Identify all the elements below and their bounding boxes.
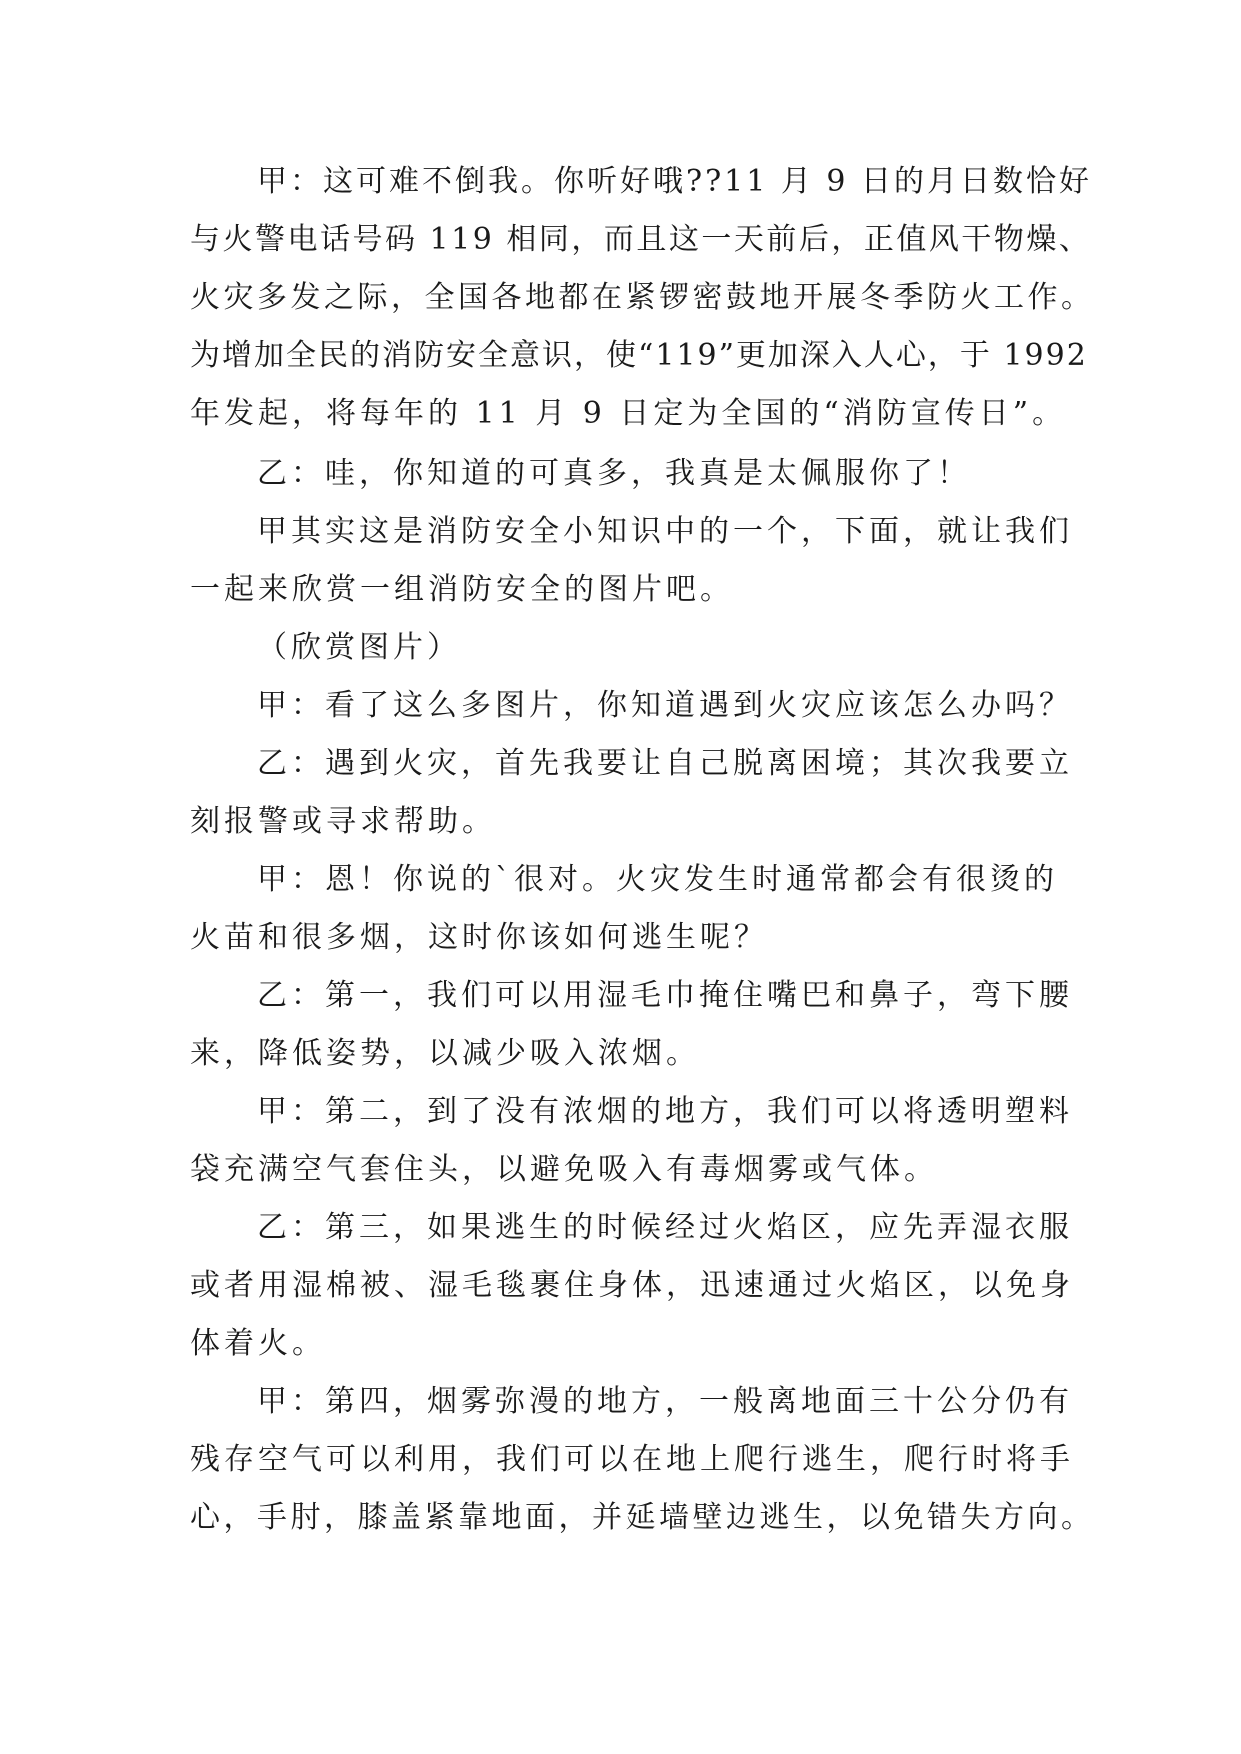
text-line: 或者用湿棉被、湿毛毯裹住身体，迅速通过火焰区，以免身 bbox=[190, 1268, 1074, 1303]
text-line: 乙：哇，你知道的可真多，我真是太佩服你了！ bbox=[257, 456, 971, 491]
text-line: 来，降低姿势，以减少吸入浓烟。 bbox=[190, 1036, 700, 1071]
text-line: 为增加全民的消防安全意识，使“119”更加深入人心，于 1992 bbox=[190, 338, 1088, 373]
text-line: 残存空气可以利用，我们可以在地上爬行逃生，爬行时将手 bbox=[190, 1442, 1074, 1477]
text-line: 与火警电话号码 119 相同，而且这一天前后，正值风干物燥、 bbox=[190, 222, 1092, 257]
text-line: 甲：恩！你说的`很对。火灾发生时通常都会有很烫的 bbox=[257, 862, 1058, 897]
text-line: 乙：第一，我们可以用湿毛巾掩住嘴巴和鼻子，弯下腰 bbox=[257, 978, 1073, 1013]
text-line: 甲：这可难不倒我。你听好哦??11 月 9 日的月日数恰好 bbox=[257, 164, 1093, 199]
text-line: 一起来欣赏一组消防安全的图片吧。 bbox=[190, 572, 734, 607]
text-line: 甲其实这是消防安全小知识中的一个，下面，就让我们 bbox=[257, 514, 1073, 549]
text-line: （欣赏图片） bbox=[257, 630, 461, 665]
text-line: 甲：看了这么多图片，你知道遇到火灾应该怎么办吗？ bbox=[257, 688, 1073, 723]
text-line: 甲：第二，到了没有浓烟的地方，我们可以将透明塑料 bbox=[257, 1094, 1073, 1129]
text-line: 乙：第三，如果逃生的时候经过火焰区，应先弄湿衣服 bbox=[257, 1210, 1073, 1245]
text-line: 火灾多发之际，全国各地都在紧锣密鼓地开展冬季防火工作。 bbox=[190, 280, 1095, 315]
text-line: 年发起，将每年的 11 月 9 日定为全国的“消防宣传日”。 bbox=[190, 396, 1067, 431]
text-line: 体着火。 bbox=[190, 1326, 326, 1361]
text-line: 火苗和很多烟，这时你该如何逃生呢？ bbox=[190, 920, 768, 955]
text-line: 乙：遇到火灾，首先我要让自己脱离困境；其次我要立 bbox=[257, 746, 1073, 781]
text-line: 袋充满空气套住头，以避免吸入有毒烟雾或气体。 bbox=[190, 1152, 938, 1187]
text-line: 甲：第四，烟雾弥漫的地方，一般离地面三十公分仍有 bbox=[257, 1384, 1073, 1419]
text-line: 刻报警或寻求帮助。 bbox=[190, 804, 496, 839]
text-line: 心，手肘，膝盖紧靠地面，并延墙壁边逃生，以免错失方向。 bbox=[190, 1500, 1095, 1535]
